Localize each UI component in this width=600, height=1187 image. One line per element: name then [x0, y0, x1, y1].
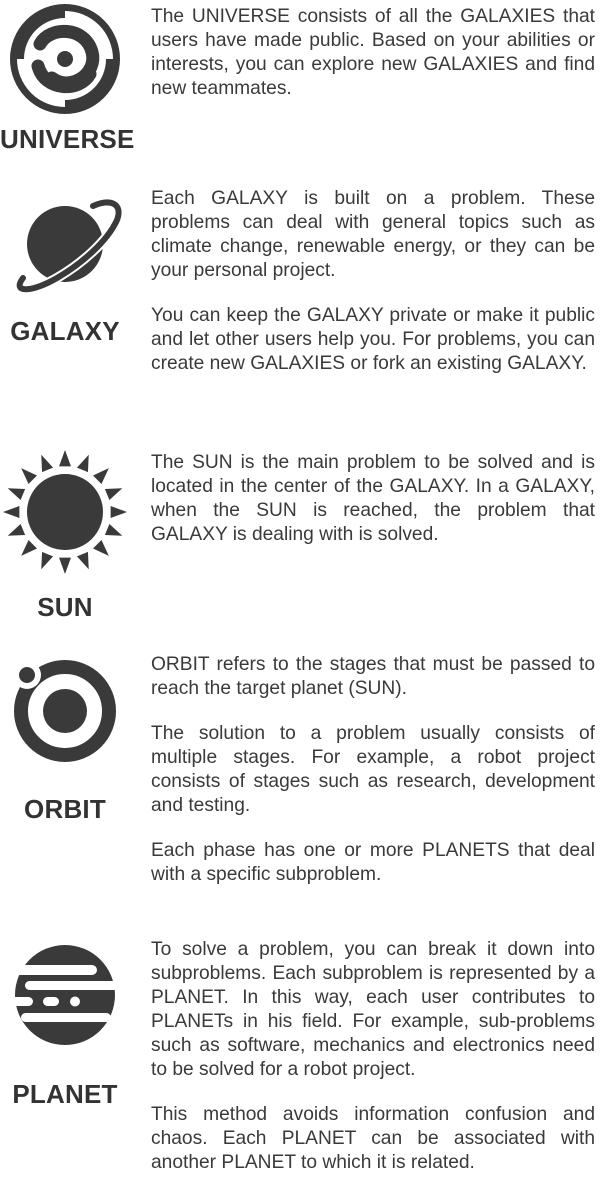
planet-label: PLANET — [12, 1079, 118, 1109]
sun-label: SUN — [37, 592, 93, 622]
galaxy-description — [151, 187, 595, 376]
sun-ray — [111, 506, 127, 518]
universe-description — [151, 5, 595, 101]
sun-ray — [105, 488, 122, 500]
paragraph: Each phase has one or more PLANETS that deal with a specific subproblem. — [151, 840, 595, 885]
sun-ray — [77, 552, 89, 569]
spiral-galaxy-icon — [0, 4, 130, 114]
sun-ray — [93, 540, 109, 556]
sun-ray — [21, 468, 37, 484]
paragraph: ORBIT refers to the stages that must be passed to reach the target planet (SUN). — [151, 654, 595, 699]
sun-ray — [59, 558, 71, 574]
sun-ray — [41, 455, 53, 472]
sun-ray — [105, 524, 122, 536]
paragraph: The solution to a problem usually consists of multiple stages. For example, a robot project consists of stages such as research, development and testing. — [151, 723, 595, 816]
paragraph: Each GALAXY is built on a problem. These problems can deal with general topics such as climate change, renewable energy, or they can be your personal project. — [151, 188, 595, 281]
sun-ray — [21, 540, 37, 556]
sun-ray — [41, 552, 53, 569]
planet-description — [151, 938, 595, 1175]
paragraph: The UNIVERSE consists of all the GALAXIES that users have made public. Based on your abilities or interests, you can explore new GALAXIES and find new teammates. — [151, 6, 595, 99]
paragraph: This method avoids information confusion and chaos. Each PLANET can be associated with another PLANET to which it is related. — [151, 1104, 595, 1173]
sun-description — [151, 451, 595, 547]
sun-ray — [8, 524, 25, 536]
sun-ray — [59, 450, 71, 466]
galaxy-label: GALAXY — [10, 316, 120, 346]
sun-ray — [8, 488, 25, 500]
planet-icon — [0, 935, 130, 1055]
paragraph: You can keep the GALAXY private or make it public and let other users help you. For problems, you can create new GALAXIES or fork an existing GALAXY. — [151, 305, 595, 374]
sun-icon — [0, 448, 130, 576]
ringed-planet-icon — [0, 186, 130, 302]
orbit-icon — [0, 650, 130, 768]
paragraph: To solve a problem, you can break it down into subproblems. Each subproblem is represented by a PLANET. In this way, each user contributes to PLANETs in his field. For example, sub-problems such as software, mechanics and electronics need to be solved for a robot project. — [151, 939, 595, 1080]
paragraph: The SUN is the main problem to be solved and is located in the center of the GALAXY. In a GALAXY, when the SUN is reached, the problem that GALAXY is dealing with is solved. — [151, 452, 595, 545]
sun-ray — [93, 468, 109, 484]
universe-label: UNIVERSE — [0, 124, 135, 154]
sun-ray — [77, 455, 89, 472]
orbit-description — [151, 653, 595, 887]
orbit-label: ORBIT — [24, 794, 106, 824]
sun-ray — [3, 506, 19, 518]
